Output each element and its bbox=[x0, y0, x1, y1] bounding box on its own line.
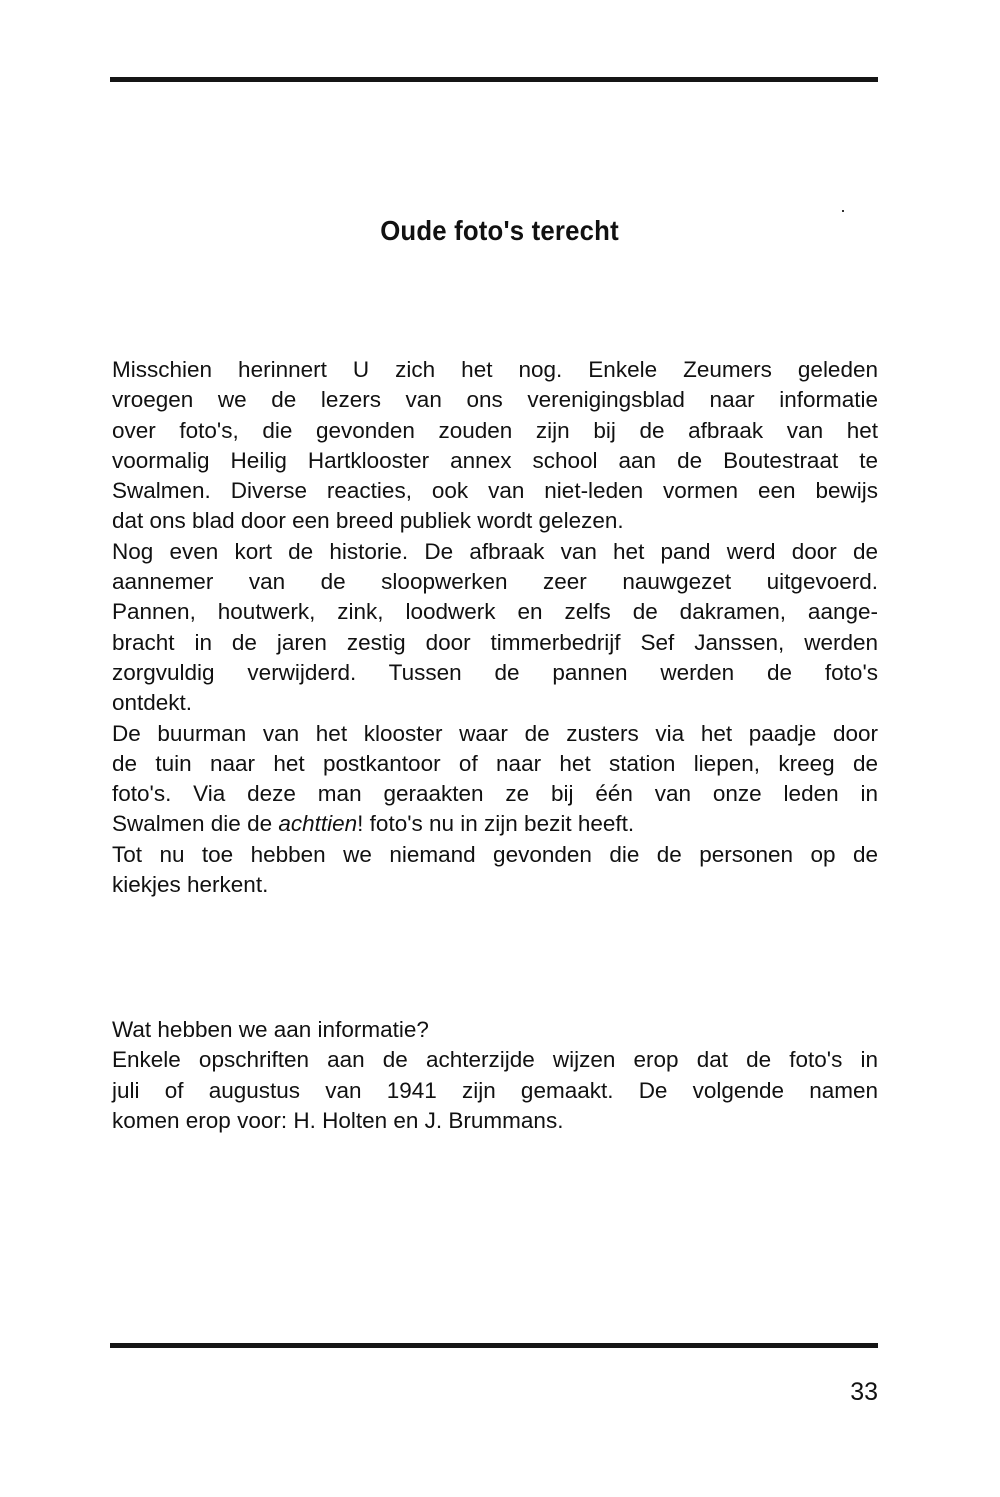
bottom-horizontal-rule bbox=[110, 1343, 878, 1348]
paragraph-introduction bbox=[112, 355, 878, 537]
text-line: over foto's, die gevonden zouden zijn bij de afbraak van het bbox=[112, 417, 878, 443]
text-line: kiekjes herkent. bbox=[112, 872, 269, 898]
text-line: Nog even kort de historie. De afbraak van het pand werd door de bbox=[112, 538, 878, 564]
text-line: Wat hebben we aan informatie? bbox=[112, 1017, 429, 1042]
section-question bbox=[112, 1015, 878, 1045]
text-line: de tuin naar het postkantoor of naar het station liepen, kreeg de bbox=[112, 750, 878, 776]
text-line: Pannen, houtwerk, zink, loodwerk en zelfs de dakramen, aange- bbox=[112, 599, 878, 625]
scan-speck bbox=[842, 210, 844, 212]
text-line: komen erop voor: H. Holten en J. Brummans. bbox=[112, 1107, 564, 1133]
article-title: Oude foto's terecht bbox=[380, 214, 619, 246]
text-line: ontdekt. bbox=[112, 690, 193, 716]
text-line: aannemer van de sloopwerken zeer nauwgezet uitgevoerd. bbox=[112, 569, 878, 595]
text-line: voormalig Heilig Hartklooster annex school aan de Boutestraat te bbox=[112, 447, 878, 473]
text-line: foto's. Via deze man geraakten ze bij één van onze leden in bbox=[112, 781, 878, 807]
text-fragment: ! foto's nu in zijn bezit heeft. bbox=[357, 811, 635, 837]
text-line: bracht in de jaren zestig door timmerbedrijf Sef Janssen, werden bbox=[112, 629, 878, 655]
information-section bbox=[112, 1015, 878, 1136]
article-body bbox=[112, 355, 878, 900]
emphasized-word: achttien bbox=[278, 811, 358, 837]
text-line: Swalmen. Diverse reacties, ook van niet-leden vormen een bewijs bbox=[112, 478, 878, 504]
text-line: De buurman van het klooster waar de zusters via het paadje door bbox=[112, 720, 878, 746]
text-line: Misschien herinnert U zich het nog. Enkele Zeumers geleden bbox=[112, 357, 878, 382]
paragraph-neighbour bbox=[112, 719, 878, 840]
text-line: dat ons blad door een breed publiek wordt gelezen. bbox=[112, 508, 624, 534]
top-horizontal-rule bbox=[110, 77, 878, 82]
paragraph-history bbox=[112, 537, 878, 719]
text-line: Enkele opschriften aan de achterzijde wijzen erop dat de foto's in bbox=[112, 1047, 878, 1073]
paragraph-inscriptions bbox=[112, 1045, 878, 1136]
text-line: zorgvuldig verwijderd. Tussen de pannen werden de foto's bbox=[112, 659, 878, 685]
text-fragment: Swalmen die de bbox=[112, 811, 279, 837]
page-number: 33 bbox=[850, 1378, 878, 1406]
text-line bbox=[112, 809, 878, 839]
text-line: juli of augustus van 1941 zijn gemaakt. De volgende namen bbox=[112, 1077, 878, 1103]
text-line: vroegen we de lezers van ons verenigingsblad naar informatie bbox=[112, 387, 878, 413]
paragraph-unrecognized bbox=[112, 840, 878, 901]
text-line: Tot nu toe hebben we niemand gevonden die de personen op de bbox=[112, 841, 878, 867]
